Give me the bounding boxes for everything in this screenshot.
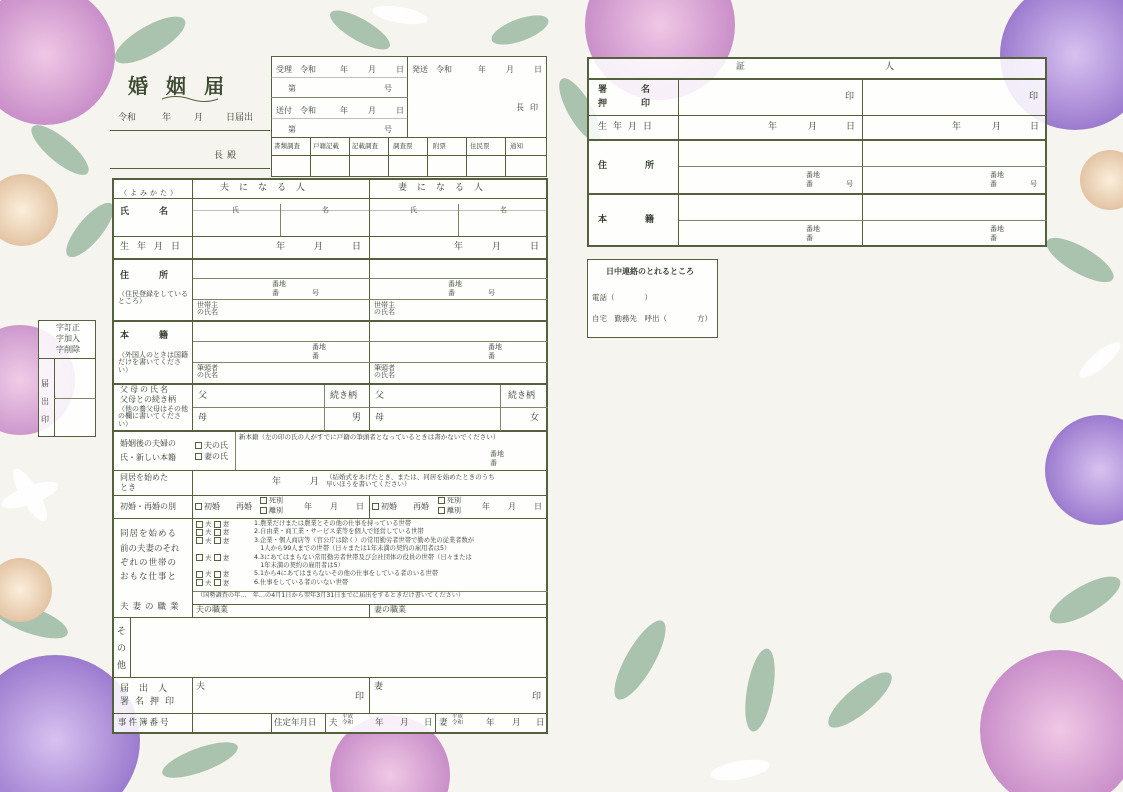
checkbox-icon — [214, 521, 221, 528]
checkbox-icon — [195, 453, 202, 460]
date-month: 月 — [194, 113, 204, 123]
wife-given-field[interactable] — [460, 212, 546, 235]
checkbox-icon — [196, 537, 203, 544]
wife-divorced[interactable]: 離別 — [438, 507, 461, 515]
title-ornament — [160, 94, 220, 104]
checkbox-icon — [372, 503, 379, 510]
dispatch-label: 発送 — [412, 65, 428, 74]
checkbox-icon — [214, 537, 221, 544]
husband-signature-field[interactable] — [206, 680, 352, 710]
contact-title: 日中連絡のとれるところ — [606, 267, 694, 276]
checkbox-icon — [196, 571, 203, 578]
receipt-label: 受理 — [276, 65, 292, 74]
addressee: 長殿 — [214, 151, 241, 161]
checkbox-icon — [260, 497, 267, 504]
husband-divorced[interactable]: 離別 — [260, 507, 283, 515]
witness-title: 証人 — [736, 62, 1035, 72]
yomikata-label: （よみかた） — [120, 189, 180, 197]
witness2-signature-field[interactable] — [864, 81, 1024, 114]
birth-label: 生年月日 — [120, 242, 189, 252]
chief-seal: 長印 — [516, 103, 544, 112]
wife-signature-field[interactable] — [384, 680, 530, 710]
checkbox-icon — [438, 497, 445, 504]
filing-seal-label: 届出印 — [41, 379, 49, 424]
cohab-start-note: （結婚式をあげたとき、または、同居を始めたときのうち早いほうを書いてください） — [326, 473, 495, 488]
census-note: （国勢調査の年… 年…の4月1日から翌年3月31日までに届出をするときだけ書いてください） — [197, 592, 465, 599]
other-label: その他 — [117, 627, 127, 671]
wife-bereaved[interactable]: 死別 — [438, 497, 461, 505]
occupation-list: 1.農業だけまたは農業とその他の仕事を持っている世帯 2.自由業・商工業・サービス業等を個人で経営している世帯 3.企業・個人商店等（官公庁は除く）の常用勤労者世帯で勤め先の従業者数が 1人から99人までの世帯（日々または1年未満の契約の雇用者は5） 4.3にあてはまらない常用勤労者世帯及び会社団体の役員の世帯（日々または 1年未満の契約の雇用者は5） 5.1から4にあてはまらないその他の仕事をしている者のいる世帯 6.仕事をしている者のいない世帯 — [254, 520, 475, 586]
wife-header: 妻になる人 — [398, 183, 494, 193]
parents-note: （他の養父母はその他の欄に書いてください） — [118, 405, 188, 428]
contact-options[interactable]: 自宅 勤務先 呼出（ 方） — [592, 314, 712, 323]
checkbox-icon — [260, 507, 267, 514]
husband-bereaved[interactable]: 死別 — [260, 497, 283, 505]
checkbox-icon — [214, 529, 221, 536]
name-label: 氏名 — [120, 207, 199, 217]
wife-first-marriage[interactable]: 初婚 — [372, 503, 397, 511]
checkbox-icon — [195, 442, 202, 449]
husband-first-marriage[interactable]: 初婚 — [195, 503, 220, 511]
husband-surname-checkbox[interactable]: 夫の氏 — [195, 442, 228, 450]
checkbox-icon — [196, 554, 203, 561]
date-era: 令和 — [118, 113, 137, 123]
delivery-label: 送付 — [276, 106, 292, 115]
checkbox-icon — [214, 571, 221, 578]
checkbox-icon — [214, 554, 221, 561]
address-label: 住所 — [120, 271, 199, 281]
checkbox-icon — [195, 503, 202, 510]
wife-surname-field[interactable] — [371, 212, 457, 235]
date-day-filed: 日届出 — [226, 113, 254, 123]
husband-header: 夫になる人 — [220, 183, 316, 193]
occupation-checkboxes[interactable]: 夫 妻 夫 妻 夫 妻 夫 妻 夫 妻 夫 妻 — [196, 520, 254, 588]
husband-surname-field[interactable] — [194, 212, 279, 235]
form-title: 婚姻届 — [128, 74, 242, 98]
wife-surname-checkbox[interactable]: 妻の氏 — [195, 453, 228, 461]
contact-phone[interactable]: 電話（ ） — [592, 293, 652, 302]
checkbox-icon — [196, 521, 203, 528]
checkbox-icon — [214, 579, 221, 586]
new-honseki-note: 新本籍（左の印の氏の人がすでに戸籍の筆頭者となっているときは書かないでください） — [239, 433, 500, 441]
date-year: 年 — [162, 113, 172, 123]
husband-given-field[interactable] — [282, 212, 368, 235]
checkbox-icon — [196, 529, 203, 536]
honseki-note: （外国人のときは国籍だけを書いてください） — [118, 351, 188, 374]
witness1-signature-field[interactable] — [680, 81, 840, 114]
checkbox-icon — [196, 579, 203, 586]
checkbox-icon — [438, 507, 445, 514]
address-note: （住民登録をしているところ） — [118, 290, 188, 306]
other-field[interactable] — [132, 619, 546, 676]
honseki-label: 本籍 — [120, 331, 199, 341]
